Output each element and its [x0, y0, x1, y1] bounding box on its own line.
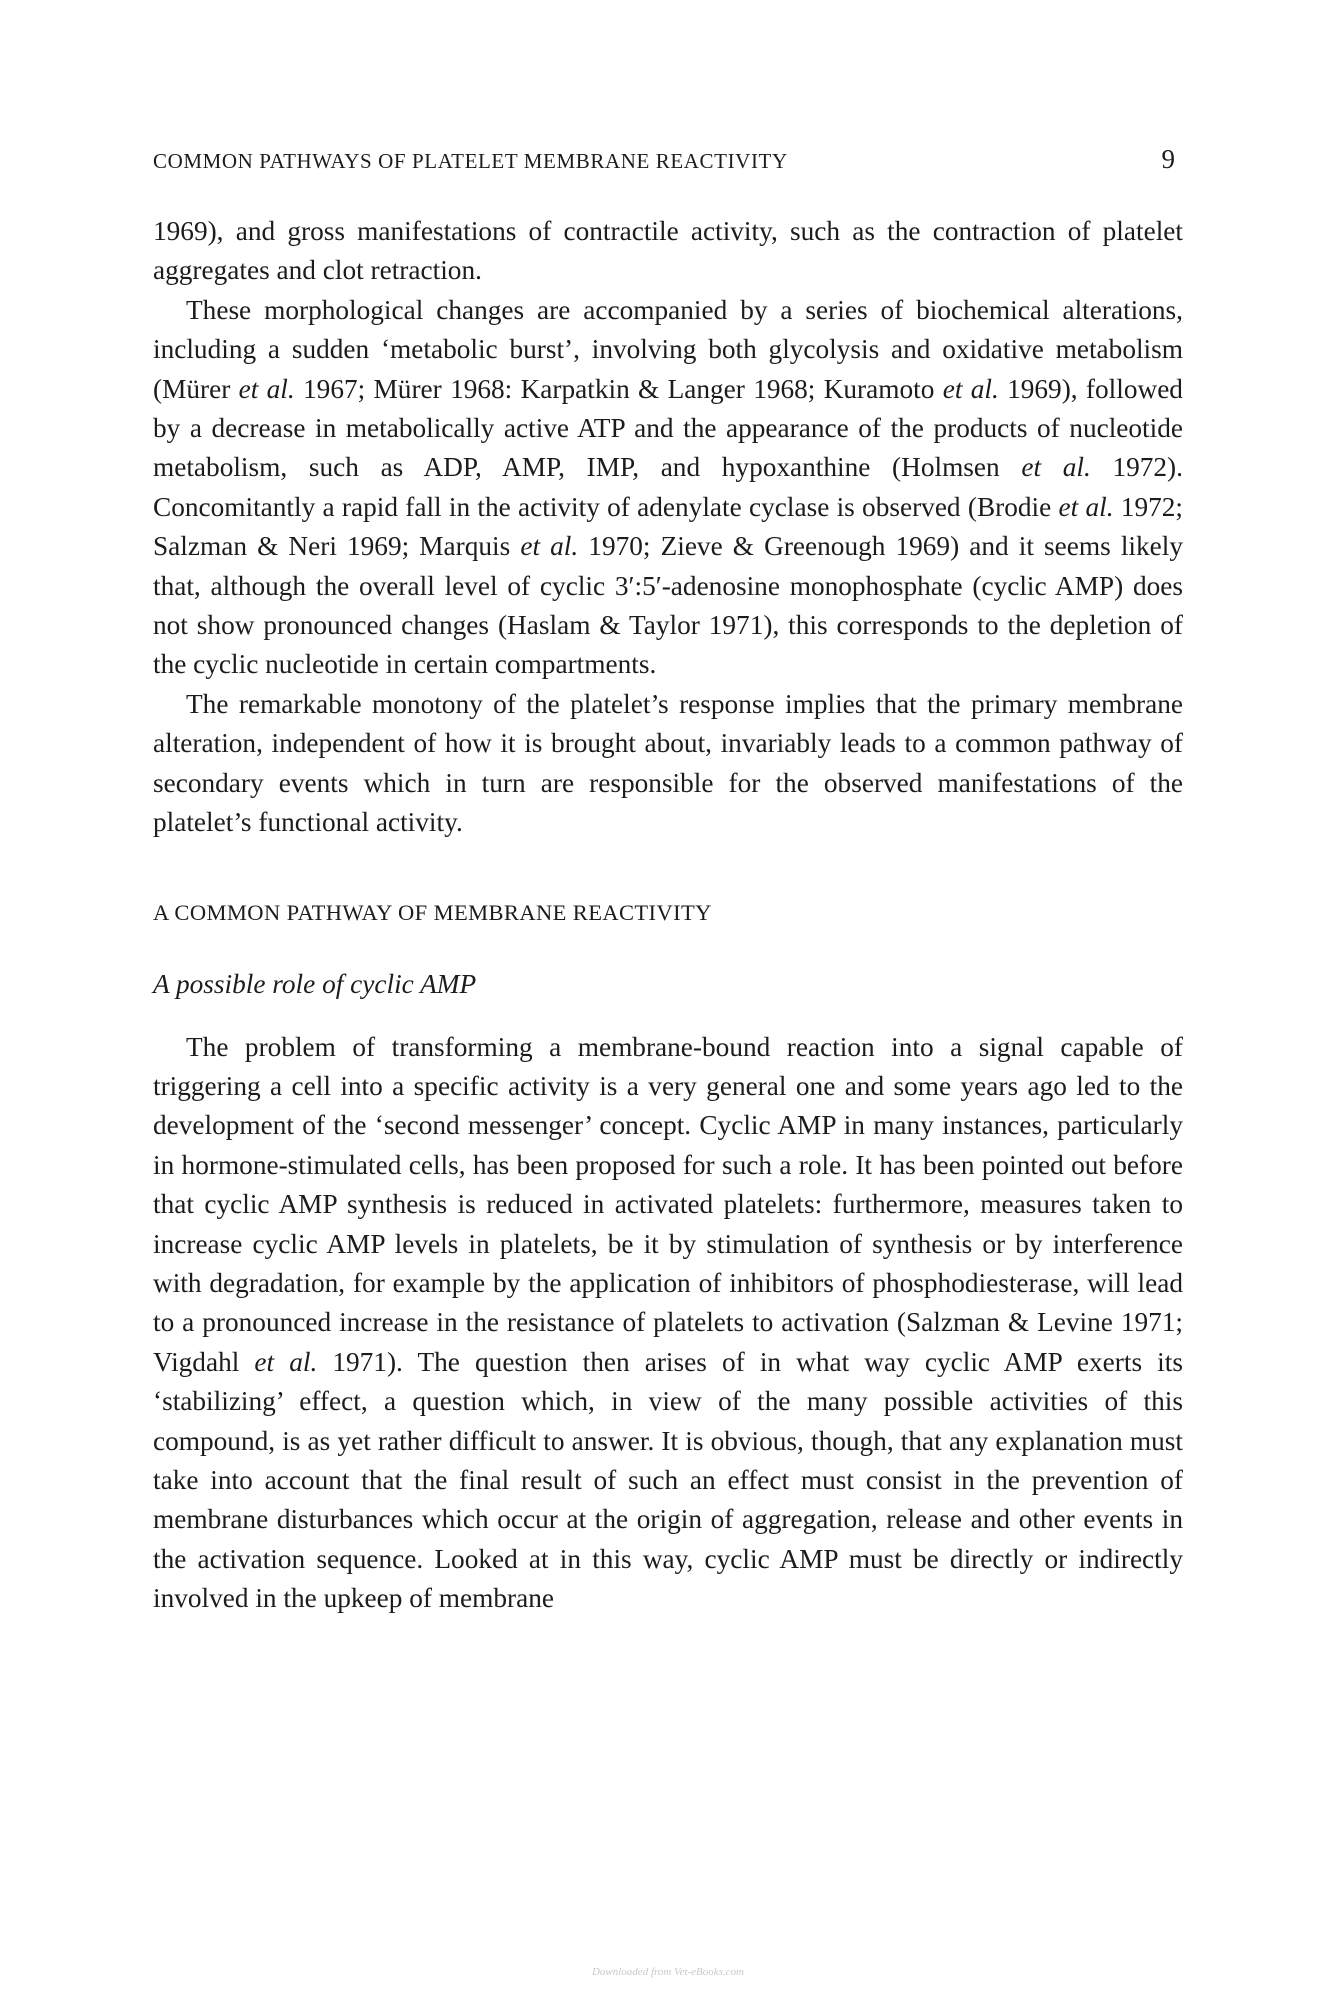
body-text: [153, 212, 1183, 1619]
paragraph-2: [153, 291, 1183, 685]
text-run: These morphological changes are accompanied by a series of biochemical alterations, including a sudden ‘metabolic burst’, involving both glycolysis and oxidative metabolism (Mürer: [153, 294, 1183, 404]
paragraph-4: [153, 1028, 1183, 1619]
page-number: 9: [1161, 144, 1175, 174]
text-run: 1967; Mürer 1968: Karpatkin & Langer 1968; Kuramoto: [294, 373, 943, 404]
download-watermark: Downloaded from Vet-eBooks.com: [591, 1966, 745, 1978]
text-run: The problem of transforming a membrane-bound reaction into a signal capable of triggering a cell into a specific activity is a very general one and some years ago led to the development of the ‘second messenger’ concept. Cyclic AMP in many instances, particularly in hormone-stimulated cells, has been proposed for such a role. It has been pointed out before that cyclic AMP synthesis is reduced in activated platelets: furthermore, measures taken to increase cyclic AMP levels in platelets, be it by stimulation of synthesis or by interference with degradation, for example by the application of inhibitors of phosphodiesterase, will lead to a pronounced increase in the resistance of platelets to activation (Salzman & Levine 1971; Vigdahl: [153, 1031, 1183, 1377]
paragraph-1: 1969), and gross manifestations of contractile activity, such as the contraction of platelet aggregates and clot retraction.: [153, 216, 1183, 286]
text-run: 1969), followed by a decrease in metabolically active ATP and the appearance of the products of nucleotide metabolism, such as ADP, AMP, IMP, and hypoxanthine (Holmsen: [153, 373, 1183, 483]
et-al-italic: et al.: [254, 1346, 318, 1377]
et-al-italic: et al.: [1058, 491, 1114, 522]
et-al-italic: et al.: [942, 373, 999, 404]
et-al-italic: et al.: [520, 531, 579, 562]
page: [153, 0, 1183, 1998]
text-run: 1972). Concomitantly a rapid fall in the activity of adenylate cyclase is observed (Brodie: [153, 452, 1183, 522]
et-al-italic: et al.: [238, 373, 295, 404]
et-al-italic: et al.: [1021, 452, 1091, 483]
section-heading: A COMMON PATHWAY OF MEMBRANE REACTIVITY: [153, 899, 712, 925]
text-run: 1971). The question then arises of in what way cyclic AMP exerts its ‘stabilizing’ effect, a question which, in view of the many possible activities of this compound, is as yet rather difficult to answer. It is obvious, though, that any explanation must take into account that the final result of such an effect must consist in the prevention of membrane disturbances which occur at the origin of aggregation, release and other events in the activation sequence. Looked at in this way, cyclic AMP must be directly or indirectly involved in the upkeep of membrane: [153, 1346, 1183, 1614]
section-subheading: A possible role of cyclic AMP: [153, 968, 477, 999]
paragraph-3: The remarkable monotony of the platelet’s response implies that the primary membrane alteration, independent of how it is brought about, invariably leads to a common pathway of secondary events which in turn are responsible for the observed manifestations of the platelet’s functional activity.: [153, 688, 1183, 838]
running-head: [153, 144, 1183, 174]
running-title: COMMON PATHWAYS OF PLATELET MEMBRANE REACTIVITY: [153, 149, 788, 173]
text-run: 1970; Zieve & Greenough 1969) and it seems likely that, although the overall level of cyclic 3′:5′-adenosine monophosphate (cyclic AMP) does not show pronounced changes (Haslam & Taylor 1971), this corresponds to the depletion of the cyclic nucleotide in certain compartments.: [153, 531, 1183, 680]
text-run: 1972; Salzman & Neri 1969; Marquis: [153, 491, 1183, 562]
